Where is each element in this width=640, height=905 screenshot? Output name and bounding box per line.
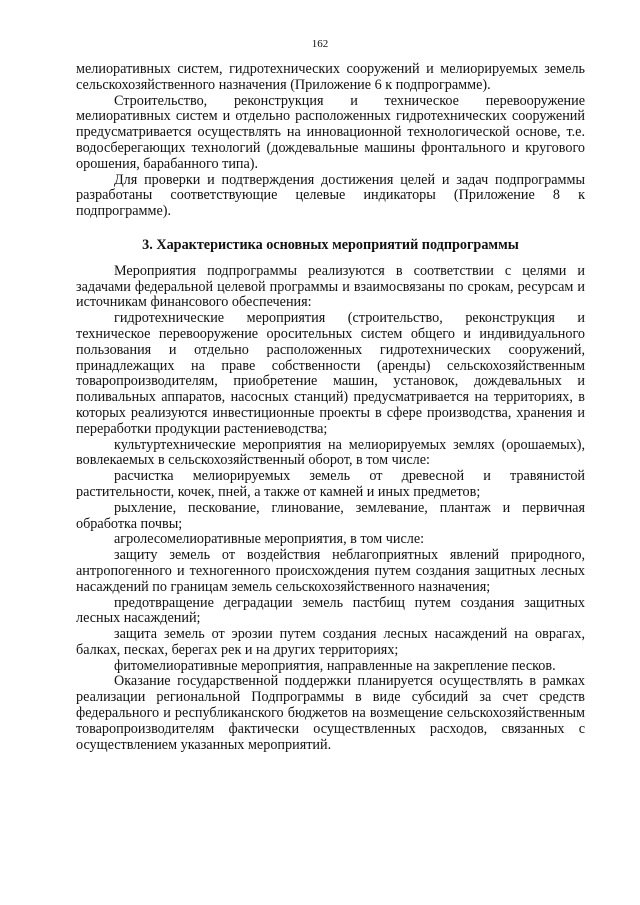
paragraph: предотвращение деградации земель пастбищ путем создания защитных лесных насаждений;: [76, 594, 585, 627]
paragraph: рыхление, пескование, глинование, землевание, плантаж и первичная обработка почвы;: [76, 499, 585, 532]
paragraph: Мероприятия подпрограммы реализуются в соответствии с целями и задачами федеральной целевой программы и взаимосвязаны по срокам, ресурсам и источникам финансового обеспечения:: [76, 262, 585, 311]
paragraph: агролесомелиоративные мероприятия, в том числе:: [114, 531, 425, 548]
paragraph: мелиоративных систем, гидротехнических сооружений и мелиорируемых земель сельскохозяйственного назначения (Приложение 6 к подпрограмме).: [76, 61, 585, 93]
paragraph: расчистка мелиорируемых земель от древесной и травянистой растительности, кочек, пней, а также от камней и иных предметов;: [76, 468, 585, 500]
paragraph: защиту земель от воздействия неблагоприятных явлений природного, антропогенного и техногенного происхождения путем создания защитных лесных насаждений по границам земель сельскохозяйственного назначения;: [76, 547, 585, 595]
paragraph: фитомелиоративные мероприятия, направленные на закрепление песков.: [114, 657, 556, 674]
paragraph: гидротехнические мероприятия (строительство, реконструкция и техническое перевооружение оросительных систем общего и индивидуального пользования и отдельно расположенных гидротехнических сооружений, принадлежащих на праве собственности (аренды) сельскохозяйственным товаропроизводителям, приобретение машин, установок, дождевальных и поливальных аппаратов, насосных станций) предусматривается на территориях, в которых реализуются инвестиционные проекты в сфере производства, хранения и переработки продукции растениеводства;: [76, 310, 585, 437]
paragraph: Строительство, реконструкция и техническое перевооружение мелиоративных систем и отдельно расположенных гидротехнических сооружений предусматривается осуществлять на инновационной технологической основе, т.е. водосберегающих технологий (дождевальные машины фронтального и кругового орошения, барабанного типа).: [76, 92, 585, 172]
text-block-after-heading: [76, 264, 585, 754]
paragraph: Оказание государственной поддержки планируется осуществлять в рамках реализации региональной Подпрограммы в виде субсидий за счет средств федерального и республиканского бюджетов на возмещение сельскохозяйственным товаропроизводителям фактически осуществленных расходов, связанных с осуществлением указанных мероприятий.: [76, 673, 585, 753]
paragraph: Для проверки и подтверждения достижения целей и задач подпрограммы разработаны соответствующие целевые индикаторы (Приложение 8 к подпрограмме).: [76, 171, 585, 220]
page-content: [76, 62, 585, 753]
section-heading: 3. Характеристика основных мероприятий подпрограммы: [142, 236, 519, 253]
paragraph: культуртехнические мероприятия на мелиорируемых землях (орошаемых), вовлекаемых в сельскохозяйственный оборот, в том числе:: [76, 436, 585, 469]
text-block-before-heading: [76, 62, 585, 220]
page-number: 162: [311, 38, 329, 50]
paragraph: защита земель от эрозии путем создания лесных насаждений на оврагах, балках, песках, берегах рек и на других территориях;: [76, 626, 585, 658]
